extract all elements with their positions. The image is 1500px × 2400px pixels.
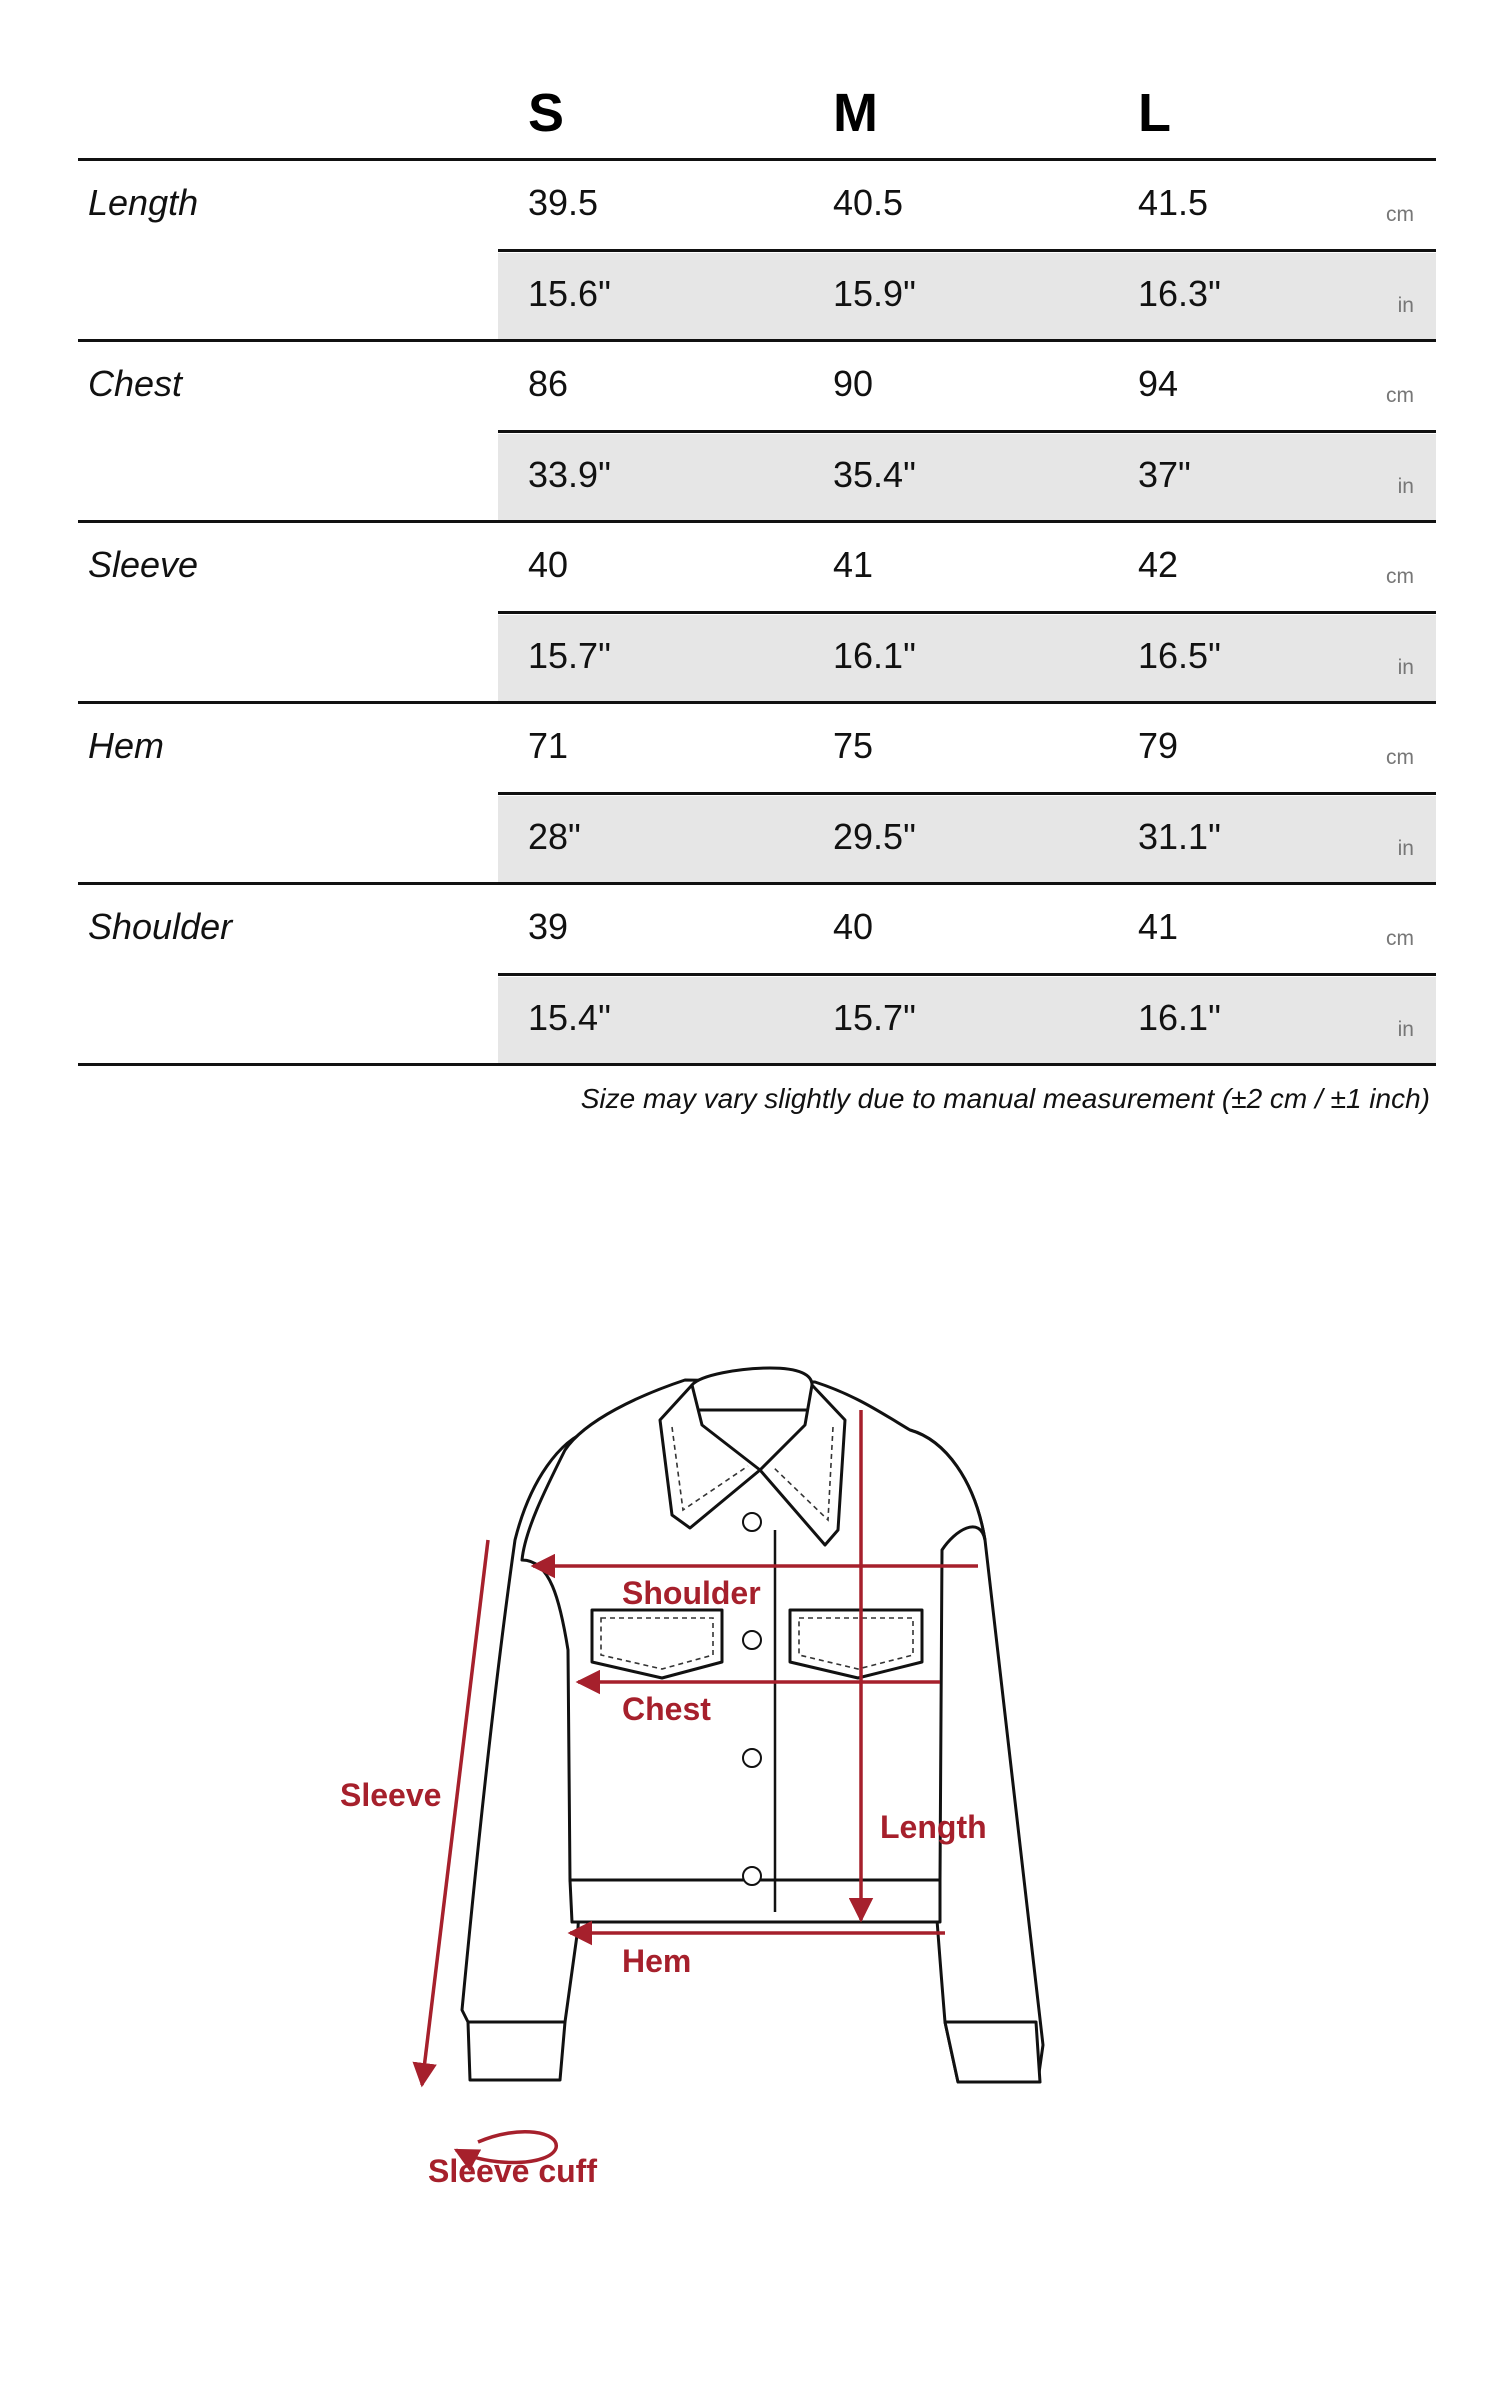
unit-cm: cm [1386, 927, 1414, 950]
right-cuff [945, 2022, 1040, 2082]
row-label-hem: Hem [88, 725, 165, 766]
cell-shoulder-s-cm: 39 [528, 906, 569, 947]
cell-chest-l-cm: 94 [1138, 363, 1179, 404]
button-icon [743, 1513, 761, 1531]
cell-chest-s-cm: 86 [528, 363, 569, 404]
diagram-label-length: Length [880, 1809, 987, 1845]
cell-hem-m-in: 29.5" [833, 816, 916, 857]
jacket-outline [462, 1368, 1043, 2082]
waistband [570, 1880, 940, 1922]
cell-sleeve-l-in: 16.5" [1138, 635, 1221, 676]
cell-shoulder-s-in: 15.4" [528, 997, 611, 1038]
cell-hem-s-in: 28" [528, 816, 581, 857]
row-label-shoulder: Shoulder [88, 906, 233, 947]
cell-shoulder-m-cm: 40 [833, 906, 874, 947]
diagram-label-shoulder: Shoulder [622, 1575, 761, 1611]
cell-length-s-in: 15.6" [528, 273, 611, 314]
size-header-m: M [833, 83, 878, 143]
button-icon [743, 1631, 761, 1649]
cell-length-l-in: 16.3" [1138, 273, 1221, 314]
size-header-s: S [528, 83, 565, 143]
diagram-label-hem: Hem [622, 1943, 692, 1979]
size-header-l: L [1138, 83, 1171, 143]
cell-chest-s-in: 33.9" [528, 454, 611, 495]
unit-in: in [1397, 294, 1414, 317]
cell-length-s-cm: 39.5 [528, 182, 599, 223]
cell-shoulder-m-in: 15.7" [833, 997, 916, 1038]
cell-sleeve-s-cm: 40 [528, 544, 569, 585]
button-icon [743, 1749, 761, 1767]
cell-sleeve-s-in: 15.7" [528, 635, 611, 676]
cell-length-m-cm: 40.5 [833, 182, 904, 223]
unit-in: in [1397, 656, 1414, 679]
cell-chest-l-in: 37" [1138, 454, 1191, 495]
cell-shoulder-l-cm: 41 [1138, 906, 1179, 947]
left-cuff [468, 2022, 565, 2080]
unit-cm: cm [1386, 203, 1414, 226]
unit-in: in [1397, 1018, 1414, 1041]
button-icon [743, 1867, 761, 1885]
unit-cm: cm [1386, 565, 1414, 588]
cell-hem-l-cm: 79 [1138, 725, 1179, 766]
cell-hem-s-cm: 71 [528, 725, 569, 766]
cell-chest-m-in: 35.4" [833, 454, 916, 495]
cell-shoulder-l-in: 16.1" [1138, 997, 1221, 1038]
diagram-label-sleeve-cuff: Sleeve cuff [428, 2153, 597, 2189]
cell-hem-m-cm: 75 [833, 725, 874, 766]
row-label-sleeve: Sleeve [88, 544, 199, 585]
unit-in: in [1397, 837, 1414, 860]
unit-cm: cm [1386, 746, 1414, 769]
diagram-label-chest: Chest [622, 1691, 711, 1727]
collar-band [692, 1368, 812, 1410]
row-label-length: Length [88, 182, 199, 223]
unit-cm: cm [1386, 384, 1414, 407]
measurement-note: Size may vary slightly due to manual measurement (±2 cm / ±1 inch) [580, 1083, 1430, 1114]
cell-length-m-in: 15.9" [833, 273, 916, 314]
diagram-label-sleeve: Sleeve [340, 1777, 442, 1813]
cell-chest-m-cm: 90 [833, 363, 874, 404]
cell-hem-l-in: 31.1" [1138, 816, 1221, 857]
row-label-chest: Chest [88, 363, 183, 404]
unit-in: in [1397, 475, 1414, 498]
cell-sleeve-m-cm: 41 [833, 544, 874, 585]
cell-sleeve-l-cm: 42 [1138, 544, 1179, 585]
cell-sleeve-m-in: 16.1" [833, 635, 916, 676]
cell-length-l-cm: 41.5 [1138, 182, 1209, 223]
